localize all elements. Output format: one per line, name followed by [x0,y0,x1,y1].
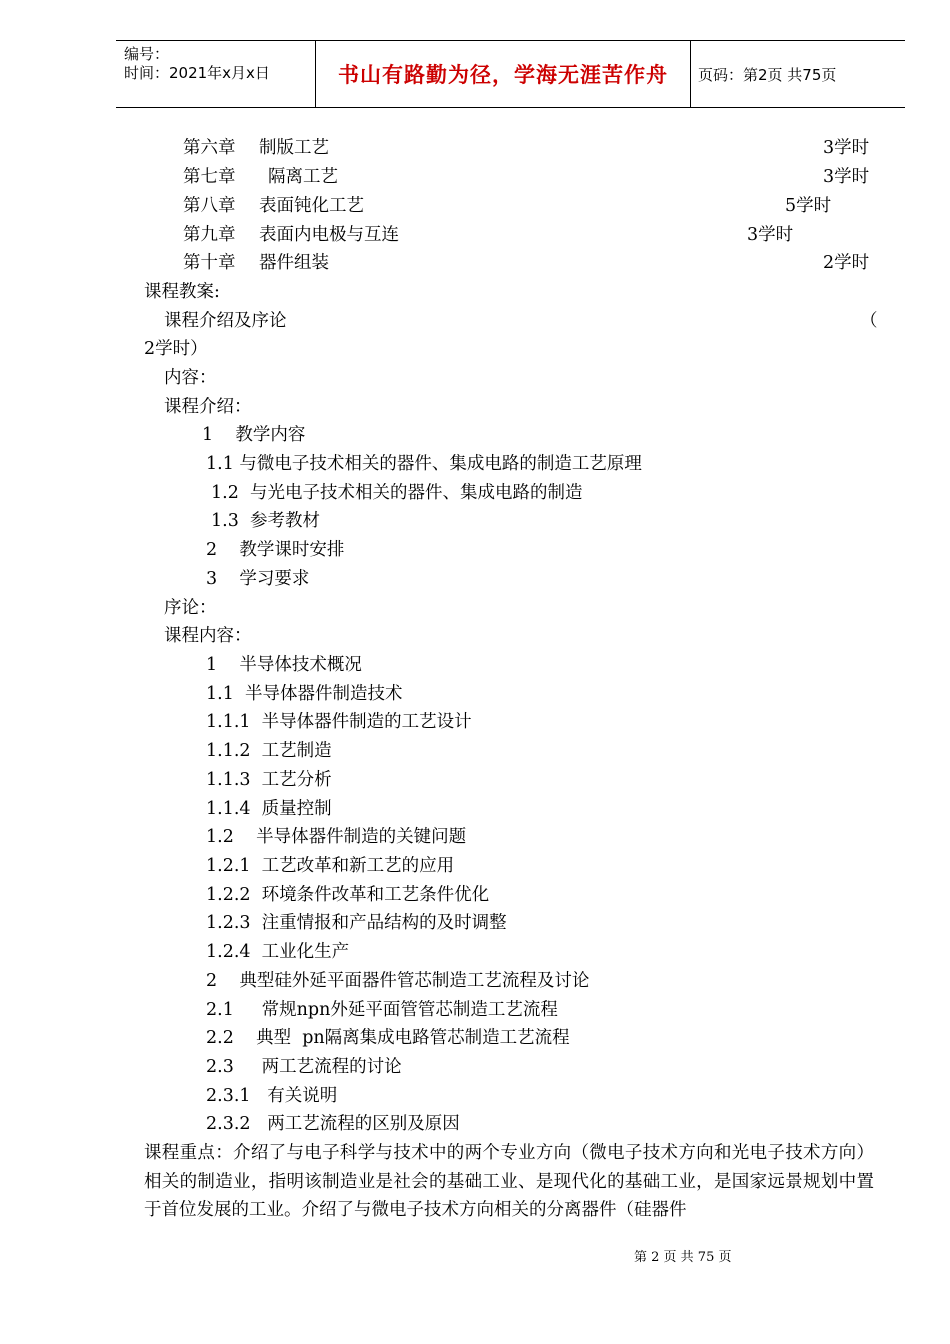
list-item: 1.2 与光电子技术相关的器件、集成电路的制造 [211,483,583,503]
list-item: 2 典型硅外延平面器件管芯制造工艺流程及讨论 [206,971,590,991]
course-content-label: 课程内容： [164,626,252,646]
list-item: 1.1.3 工艺分析 [206,770,332,790]
content-label: 内容： [164,368,217,388]
list-item: 2.3.1 有关说明 [206,1086,338,1106]
schedule-hours: 3学时 [823,138,870,158]
schedule-chapter: 第八章 [183,196,236,216]
list-item: 1 半导体技术概况 [206,655,362,675]
page-info: 页码：第2页 共75页 [698,66,837,84]
list-item: 1.2.4 工业化生产 [206,942,350,962]
course-intro-label: 课程介绍： [164,397,252,417]
list-item: 2 教学课时安排 [206,540,345,560]
intro-hours-open: （ [860,311,878,331]
number-label: 编号： [124,45,170,63]
list-item: 1.1.4 质量控制 [206,799,332,819]
list-item: 2.1 常规npn外延平面管管芯制造工艺流程 [206,1000,558,1020]
schedule-title: 制版工艺 [259,138,329,158]
schedule-chapter: 第七章 [183,167,236,187]
schedule-hours: 5学时 [785,196,832,216]
intro-title: 课程介绍及序论 [164,311,287,331]
schedule-chapter: 第十章 [183,253,236,273]
schedule-hours: 3学时 [823,167,870,187]
list-item: 1.2 半导体器件制造的关键问题 [206,827,467,847]
schedule-chapter: 第九章 [183,225,236,245]
schedule-hours: 3学时 [747,225,794,245]
page-header [116,40,905,108]
list-item: 1.2.3 注重情报和产品结构的及时调整 [206,913,507,933]
schedule-chapter: 第六章 [183,138,236,158]
schedule-title: 器件组装 [259,253,329,273]
list-item: 1.1 与微电子技术相关的器件、集成电路的制造工艺原理 [206,454,642,474]
list-item: 1 教学内容 [202,425,306,445]
schedule-title: 表面内电极与互连 [259,225,399,245]
list-item: 2.3.2 两工艺流程的区别及原因 [206,1114,460,1134]
list-item: 1.2.1 工艺改革和新工艺的应用 [206,856,455,876]
header-page-cell [690,41,905,107]
list-item: 3 学习要求 [206,569,310,589]
list-item: 1.2.2 环境条件改革和工艺条件优化 [206,885,490,905]
preface-label: 序论： [164,598,217,618]
schedule-title: 表面钝化工艺 [259,196,364,216]
list-item: 1.1.1 半导体器件制造的工艺设计 [206,712,472,732]
schedule-title: 隔离工艺 [268,167,338,187]
list-item: 1.1 半导体器件制造技术 [206,684,403,704]
time-label: 时间：2021年x月x日 [124,64,270,82]
key-points-paragraph: 课程重点：介绍了与电子科学与技术中的两个专业方向（微电子技术方向和光电子技术方向）相关的制造业，指明该制造业是社会的基础工业、是现代化的基础工业，是国家远景规划中置于首位发展的工业。介绍了与微电子技术方向相关的分离器件（硅器件 [144,1143,874,1221]
motto: 书山有路勤为径，学海无涯苦作舟 [338,63,668,87]
header-motto-cell [315,41,691,107]
footer-page-number: 第 2 页 共 75 页 [634,1250,732,1265]
lesson-plan-label: 课程教案: [144,282,220,302]
schedule-hours: 2学时 [823,253,870,273]
list-item: 2.3 两工艺流程的讨论 [206,1057,402,1077]
list-item: 2.2 典型 pn隔离集成电路管芯制造工艺流程 [206,1028,570,1048]
list-item: 1.3 参考教材 [211,511,320,531]
intro-hours: 2学时） [144,339,208,359]
header-meta-cell [116,41,315,107]
list-item: 1.1.2 工艺制造 [206,741,332,761]
